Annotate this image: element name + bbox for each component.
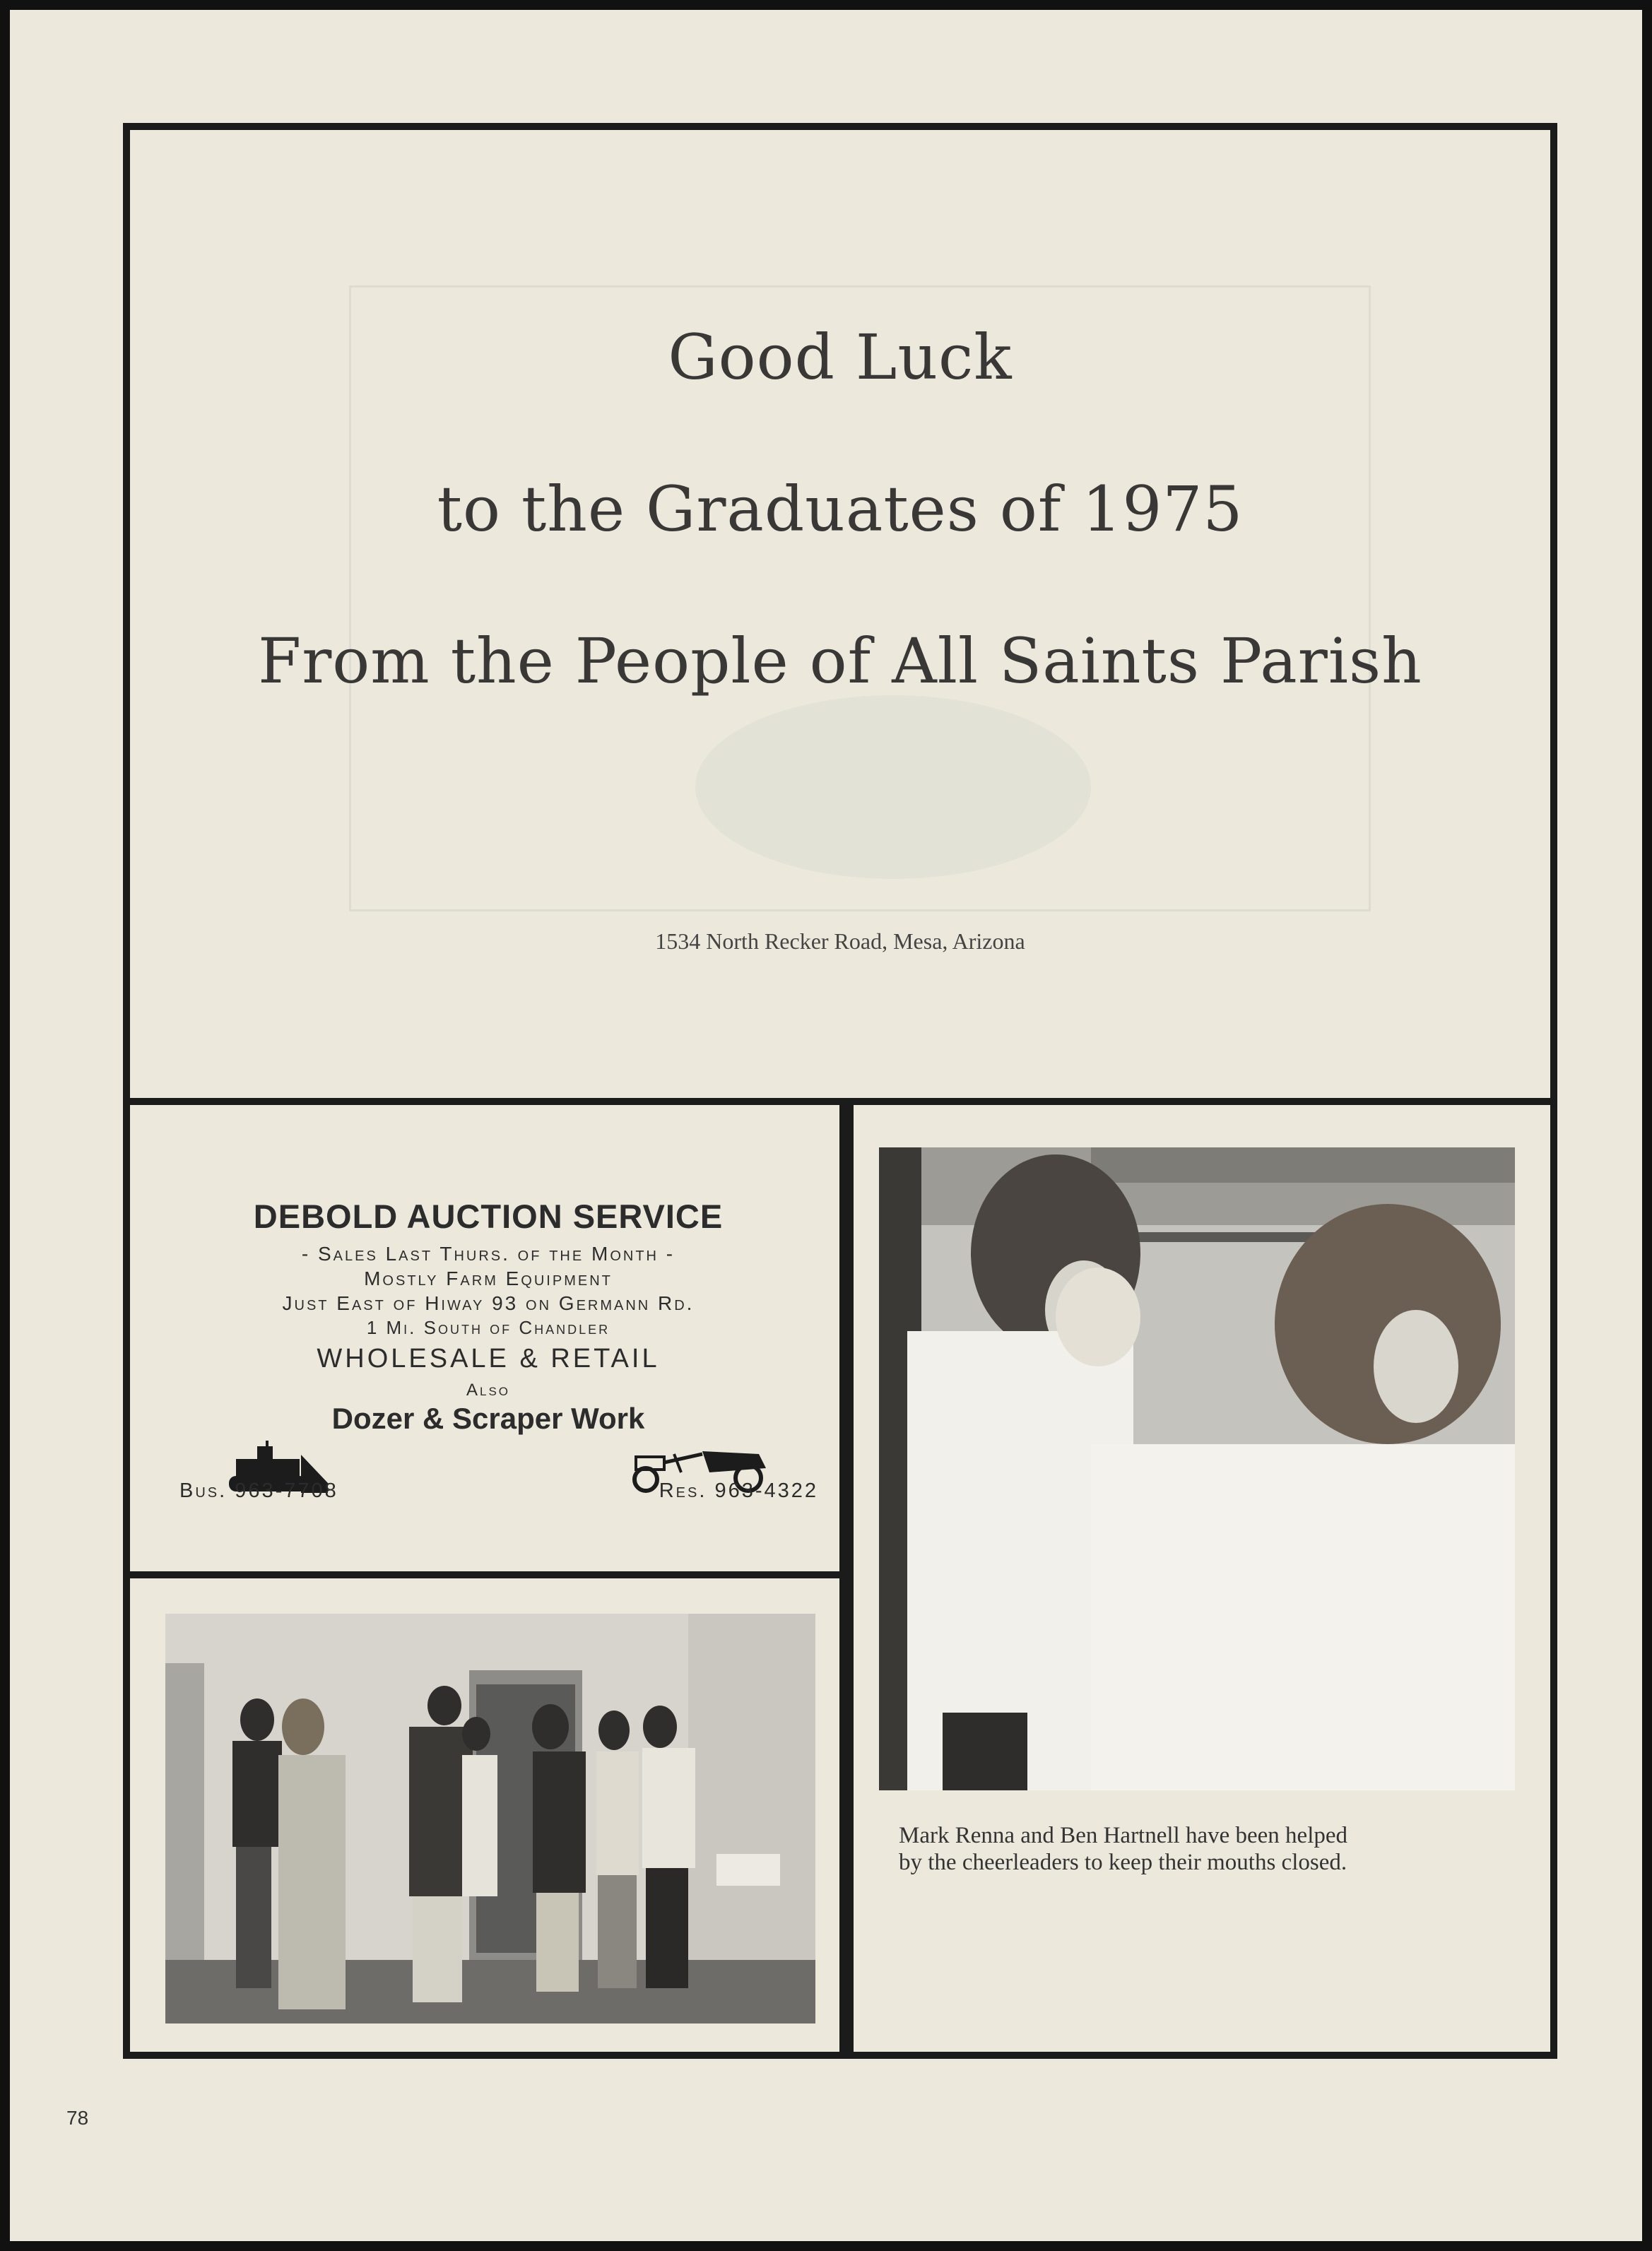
page-number: 78: [66, 2107, 89, 2129]
horizontal-divider-left: [130, 1571, 839, 1578]
debold-wholesale: WHOLESALE & RETAIL: [317, 1344, 660, 1373]
headline-good-luck: Good Luck: [668, 321, 1013, 394]
photo-caption-line-2: by the cheerleaders to keep their mouths closed.: [899, 1850, 1347, 1875]
headline-parish: From the People of All Saints Parish: [258, 625, 1422, 697]
cheerleaders-prank-photo: [879, 1147, 1515, 1790]
vertical-divider-inner: [846, 1105, 854, 2059]
parish-address: 1534 North Recker Road, Mesa, Arizona: [655, 928, 1025, 954]
students-group-photo: [165, 1614, 815, 2023]
headline-graduates: to the Graduates of 1975: [437, 473, 1244, 545]
debold-detail-2: Mostly Farm Equipment: [364, 1268, 613, 1289]
debold-title: DEBOLD AUCTION SERVICE: [253, 1198, 724, 1235]
residence-phone: Res. 963-4322: [659, 1479, 818, 1502]
all-saints-parish-ad: [130, 130, 1550, 1098]
business-phone: Bus. 963-7708: [179, 1479, 338, 1502]
yearbook-page: [10, 10, 1642, 2241]
debold-auction-ad: [137, 1105, 839, 1571]
horizontal-divider: [130, 1098, 1550, 1105]
students-group-photo-art: [165, 1614, 815, 2023]
debold-detail-4: 1 Mi. South of Chandler: [366, 1317, 610, 1338]
debold-services: Dozer & Scraper Work: [331, 1402, 645, 1435]
debold-also: Also: [466, 1381, 511, 1400]
photo-caption-line-1: Mark Renna and Ben Hartnell have been helped: [899, 1823, 1348, 1848]
debold-detail-1: - Sales Last Thurs. of the Month -: [301, 1243, 675, 1265]
vertical-divider: [839, 1105, 846, 2059]
cheerleaders-prank-photo-art: [879, 1147, 1515, 1790]
debold-detail-3: Just East of Hiway 93 on Germann Rd.: [282, 1292, 695, 1314]
ghost-oval-bleedthrough: [695, 695, 1091, 879]
ad-frame: [123, 123, 1557, 2059]
